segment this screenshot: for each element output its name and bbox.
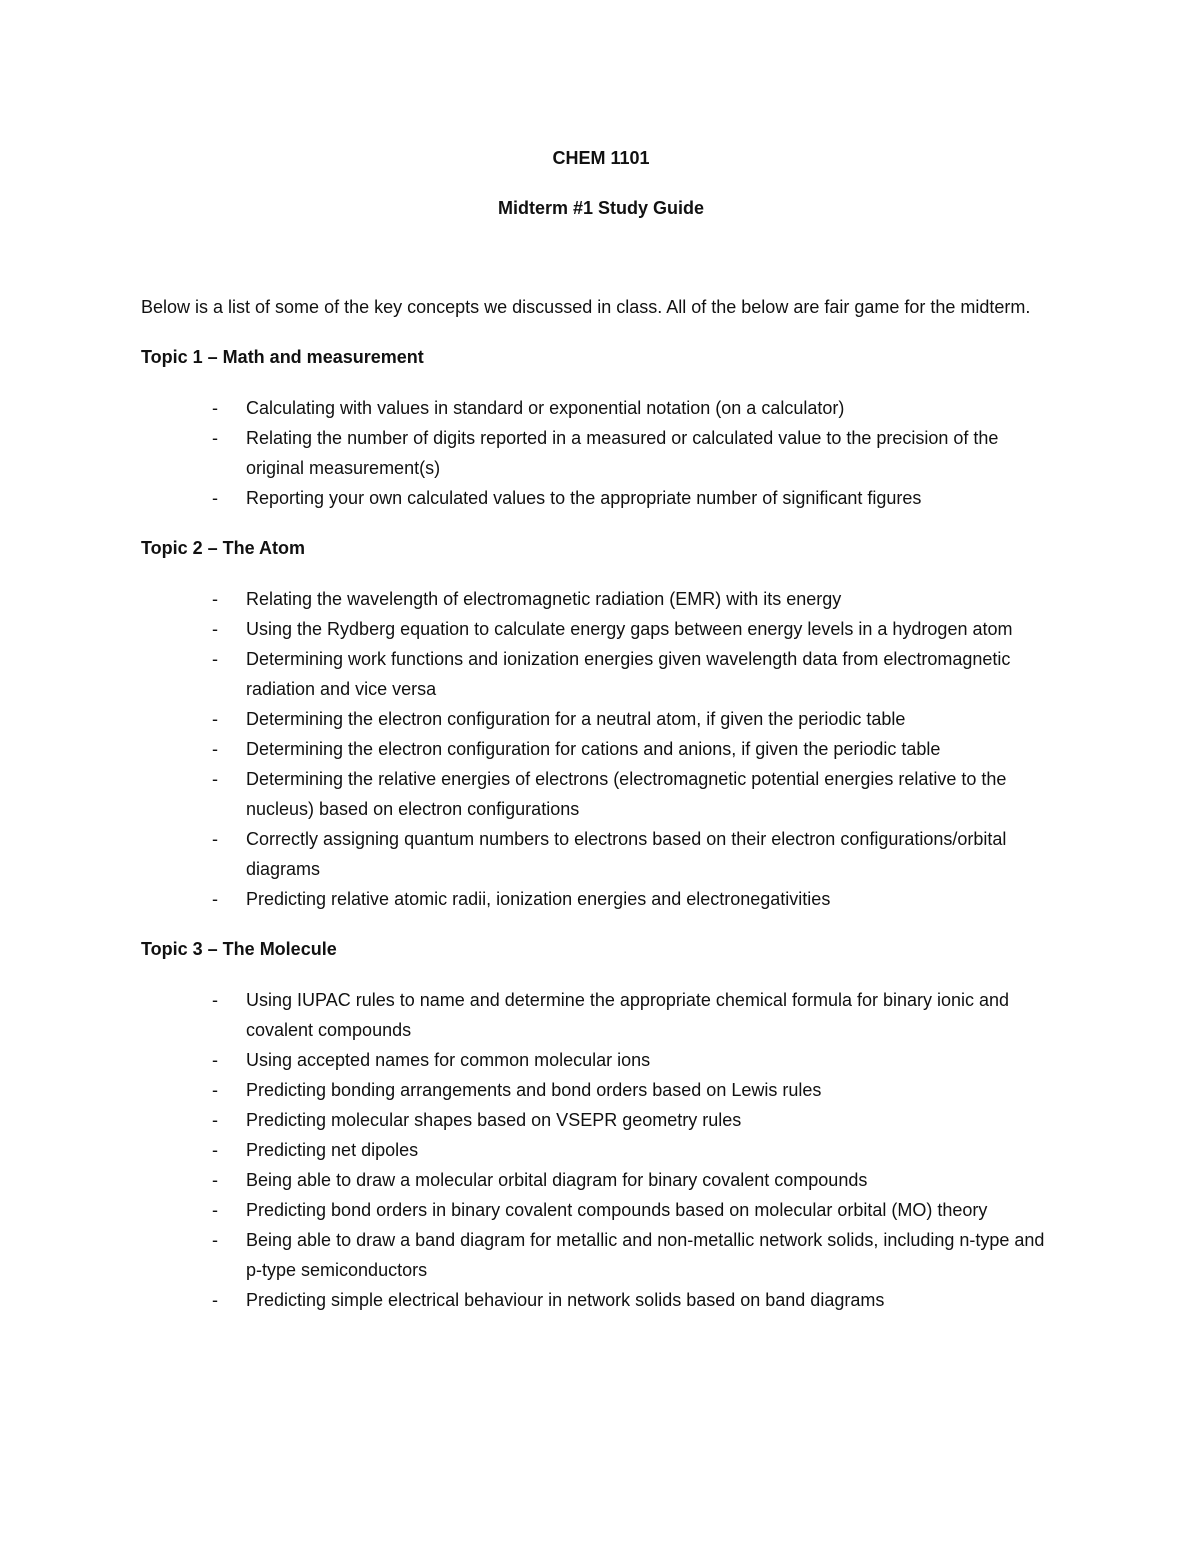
- course-title: CHEM 1101: [552, 148, 650, 168]
- list-bullet: -: [212, 739, 218, 759]
- list-item: [141, 1225, 1061, 1285]
- list-item: [141, 824, 1061, 884]
- topic-heading: Topic 3 – The Molecule: [141, 939, 337, 959]
- list-item: [141, 1075, 1061, 1105]
- list-bullet: -: [212, 619, 218, 639]
- list-bullet: -: [212, 589, 218, 609]
- list-item: [141, 985, 1061, 1045]
- list-item-text: Using IUPAC rules to name and determine the appropriate chemical formula for binary ionic and covalent compounds: [246, 990, 1010, 1040]
- list-item-text: Predicting molecular shapes based on VSEPR geometry rules: [246, 1110, 742, 1130]
- list-item-text: Predicting relative atomic radii, ionization energies and electronegativities: [246, 889, 831, 909]
- list-item: [141, 1135, 1061, 1165]
- intro-paragraph: Below is a list of some of the key concepts we discussed in class. All of the below are fair game for the midterm.: [141, 297, 1031, 317]
- list-bullet: -: [212, 990, 218, 1010]
- topic-heading: Topic 2 – The Atom: [141, 538, 306, 558]
- list-bullet: -: [212, 1230, 218, 1250]
- list-item-text: Determining the electron configuration for a neutral atom, if given the periodic table: [246, 709, 906, 729]
- list-item-text: Correctly assigning quantum numbers to electrons based on their electron configurations/orbital diagrams: [246, 829, 1007, 879]
- list-item-text: Predicting bond orders in binary covalent compounds based on molecular orbital (MO) theory: [246, 1200, 988, 1220]
- list-item-text: Using the Rydberg equation to calculate energy gaps between energy levels in a hydrogen atom: [246, 619, 1013, 639]
- list-item-text: Determining the relative energies of electrons (electromagnetic potential energies relative to the nucleus) based on electron configurations: [246, 769, 1007, 819]
- list-item: [141, 1165, 1061, 1195]
- list-bullet: -: [212, 1110, 218, 1130]
- list-bullet: -: [212, 428, 218, 448]
- list-item: [141, 764, 1061, 824]
- list-bullet: -: [212, 649, 218, 669]
- topic-list: [141, 985, 1061, 1315]
- topic-section-1: [141, 342, 1061, 513]
- list-item: [141, 1195, 1061, 1225]
- list-item-text: Relating the number of digits reported in a measured or calculated value to the precision of the original measurement(s): [246, 428, 999, 478]
- list-item: [141, 704, 1061, 734]
- list-item: [141, 614, 1061, 644]
- list-item-text: Calculating with values in standard or exponential notation (on a calculator): [246, 398, 845, 418]
- list-item-text: Relating the wavelength of electromagnetic radiation (EMR) with its energy: [246, 589, 842, 609]
- list-bullet: -: [212, 769, 218, 789]
- list-item: [141, 1105, 1061, 1135]
- list-item-text: Predicting simple electrical behaviour in network solids based on band diagrams: [246, 1290, 885, 1310]
- list-bullet: -: [212, 488, 218, 508]
- topic-section-2: [141, 533, 1061, 914]
- list-item: [141, 584, 1061, 614]
- list-item: [141, 393, 1061, 423]
- list-bullet: -: [212, 829, 218, 849]
- list-item: [141, 483, 1061, 513]
- list-bullet: -: [212, 1080, 218, 1100]
- list-bullet: -: [212, 889, 218, 909]
- list-item-text: Predicting bonding arrangements and bond orders based on Lewis rules: [246, 1080, 822, 1100]
- topic-heading: Topic 1 – Math and measurement: [141, 347, 424, 367]
- list-bullet: -: [212, 1050, 218, 1070]
- document-body: [141, 140, 1061, 1315]
- list-item: [141, 734, 1061, 764]
- list-bullet: -: [212, 398, 218, 418]
- list-item-text: Predicting net dipoles: [246, 1140, 419, 1160]
- list-item-text: Being able to draw a molecular orbital diagram for binary covalent compounds: [246, 1170, 868, 1190]
- list-item: [141, 1285, 1061, 1315]
- list-bullet: -: [212, 1200, 218, 1220]
- list-bullet: -: [212, 709, 218, 729]
- list-item-text: Being able to draw a band diagram for metallic and non-metallic network solids, including n-type and p-type semiconductors: [246, 1230, 1045, 1280]
- topic-section-3: [141, 934, 1061, 1315]
- document-subtitle: Midterm #1 Study Guide: [497, 198, 705, 218]
- list-bullet: -: [212, 1290, 218, 1310]
- list-bullet: -: [212, 1140, 218, 1160]
- list-item: [141, 423, 1061, 483]
- list-item: [141, 644, 1061, 704]
- list-item-text: Determining work functions and ionization energies given wavelength data from electromagnetic radiation and vice versa: [246, 649, 1011, 699]
- topic-list: [141, 584, 1061, 914]
- list-item-text: Reporting your own calculated values to the appropriate number of significant figures: [246, 488, 922, 508]
- list-item: [141, 1045, 1061, 1075]
- list-item-text: Using accepted names for common molecular ions: [246, 1050, 651, 1070]
- list-item-text: Determining the electron configuration for cations and anions, if given the periodic table: [246, 739, 941, 759]
- list-bullet: -: [212, 1170, 218, 1190]
- topic-list: [141, 393, 1061, 513]
- list-item: [141, 884, 1061, 914]
